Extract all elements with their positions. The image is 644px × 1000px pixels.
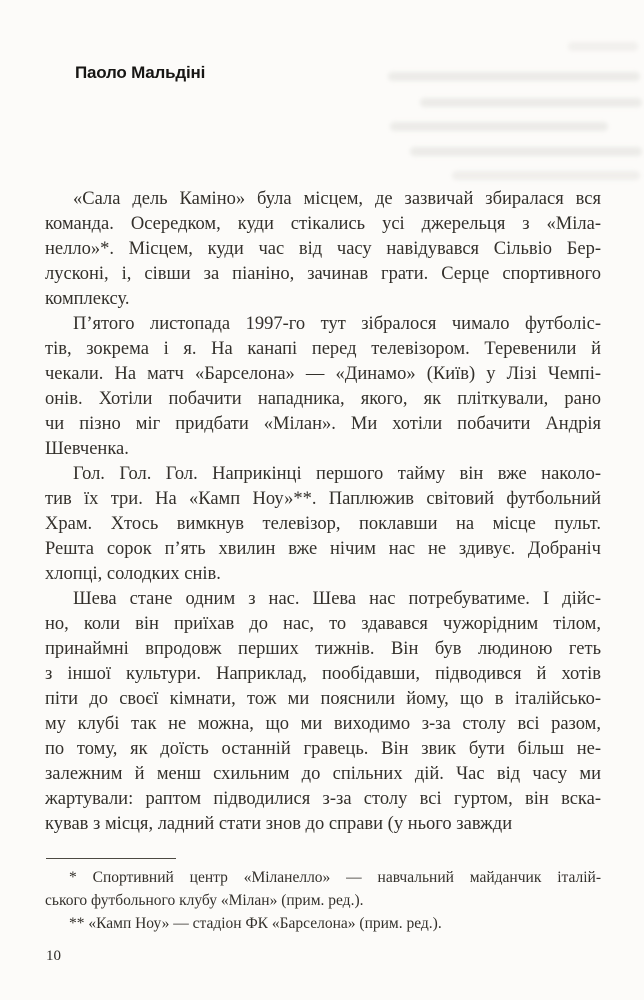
running-header: Паоло Мальдіні	[75, 63, 206, 82]
text-line: жартували: раптом підводилися з-за столу всі гуртом, він вска-	[45, 789, 601, 809]
bleed-through-line	[420, 98, 642, 107]
text-line: нелло»*. Місцем, куди час від часу навідувався Сільвіо Бер-	[45, 239, 601, 259]
text-line: онів. Хотіли побачити нападника, якого, як пліткували, рано	[45, 389, 601, 409]
bleed-through-line	[568, 42, 638, 51]
text-line: з іншої культури. Наприклад, пообідавши, підводився й хотів	[45, 664, 601, 684]
page-number: 10	[46, 948, 61, 964]
text-line: Шевченка.	[45, 439, 129, 459]
text-line: залежним й менш схильним до спільних дій. Час від часу ми	[45, 764, 601, 784]
text-line: комплексу.	[45, 289, 130, 309]
text-line: * Спортивний центр «Міланелло» — навчальний майданчик італій-	[69, 869, 601, 886]
text-line: тів, зокрема і я. На канапі перед телевізором. Теревенили й	[45, 339, 601, 359]
text-line: ського футбольного клубу «Мілан» (прим. ред.).	[45, 892, 364, 909]
footnotes	[45, 866, 601, 935]
text-line: Гол. Гол. Гол. Наприкінці першого тайму він вже наколо-	[73, 464, 601, 484]
text-line: тив їх три. На «Камп Ноу»**. Паплюжив світовий футбольний	[45, 489, 601, 509]
text-line: «Сала дель Каміно» була місцем, де зазвичай збиралася вся	[73, 189, 601, 209]
bleed-through-line	[452, 171, 640, 180]
paragraph	[45, 912, 601, 935]
text-line: принаймні впродовж перших тижнів. Він був людиною геть	[45, 639, 601, 659]
text-line: ** «Камп Ноу» — стадіон ФК «Барселона» (прим. ред.).	[69, 915, 442, 932]
text-line: Храм. Хтось вимкнув телевізор, поклавши на місце пульт.	[45, 514, 601, 534]
text-line: команда. Осередком, куди стікались усі джерельця з «Міла-	[45, 214, 601, 234]
text-line: Шева стане одним з нас. Шева нас потребуватиме. І дійс-	[73, 589, 601, 609]
paragraph	[45, 866, 601, 912]
bleed-through-line	[390, 122, 608, 131]
text-line: лусконі, і, сівши за піаніно, зачинав грати. Серце спортивного	[45, 264, 601, 284]
bleed-through-line	[410, 147, 642, 156]
text-line: піти до своєї кімнати, тож ми пояснили йому, що в італійсько-	[45, 689, 601, 709]
text-line: но, коли він приїхав до нас, то здавався чужорідним тілом,	[45, 614, 601, 634]
text-line: чи пізно міг придбати «Мілан». Ми хотіли побачити Андрія	[45, 414, 601, 434]
paragraph	[45, 587, 601, 837]
paragraph	[45, 187, 601, 312]
body-text	[45, 187, 601, 837]
text-line: чекали. На матч «Барселона» — «Динамо» (Київ) у Лізі Чемпі-	[45, 364, 601, 384]
footnote-separator	[46, 858, 176, 859]
paragraph	[45, 312, 601, 462]
text-line: му клубі так не можна, що ми виходимо з-за столу всі разом,	[45, 714, 601, 734]
text-line: П’ятого листопада 1997-го тут зібралося чимало футболіс-	[73, 314, 601, 334]
text-line: по тому, як доїсть останній гравець. Він звик бути більш не-	[45, 739, 601, 759]
text-line: хлопці, солодких снів.	[45, 564, 221, 584]
paragraph	[45, 462, 601, 587]
bleed-through-line	[388, 72, 640, 81]
text-line: Решта сорок п’ять хвилин вже нічим нас не здивує. Добраніч	[45, 539, 601, 559]
text-line: кував з місця, ладний стати знов до справи (у нього завжди	[45, 814, 513, 834]
